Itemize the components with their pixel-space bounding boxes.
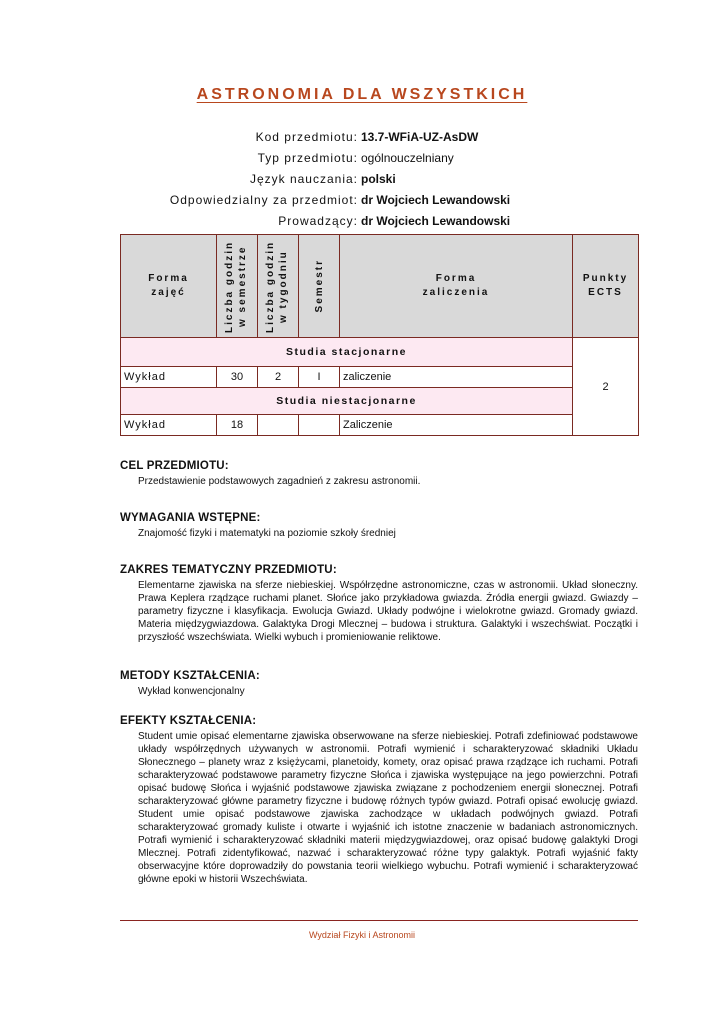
section-text: Wykład konwencjonalny: [138, 686, 245, 697]
meta-row-type: [0, 151, 724, 172]
cell-forma: Wykład: [121, 367, 217, 388]
table-row: [121, 415, 639, 436]
meta-label: Odpowiedzialny za przedmiot:: [169, 193, 358, 207]
course-table: [120, 234, 639, 436]
cell-hours-week: [258, 415, 299, 436]
footer-divider: [120, 920, 638, 921]
section-text: Student umie opisać elementarne zjawiska obserwowane na sferze niebieskiej. Potrafi zdefiniować podstawowe układy współrzędnych używanych w astronomii. Potrafi wymienić i scharakteryzować składniki Układu Słonecznego – planety wraz z księżycami, planetoidy, komety, oraz opisać prawa rządzące ich ruchami. Potrafi scharakteryzować podstawowe parametry fizyczne Słońca i zjawiska występujące na jego powierzchni. Potrafi opisać budowę Słońca i wyjaśnić podstawowe zjawiska związane z pochodzeniem energii słonecznej. Potrafi scharakteryzować główne parametry fizyczne i budowę różnych typów gwiazd. Potrafi opisać ewolucję gwiazd. Student umie opisać podstawowe zjawiska zachodzące w układach podwójnych gwiazd. Potrafi scharakteryzować gromady kuliste i otwarte i wyjaśnić ich istotne znaczenie w badaniach astronomicznych. Potrafi wymienić i scharakteryzować składniki materii międzygwiazdowej, oraz opisać budowę galaktyki Drogi Mlecznej. Potrafi zidentyfikować, nazwać i scharakteryzować różne typy galaktyk. Potrafi wyjaśnić fakty obserwacyjne które doprowadziły do powstania teorii wielkiego wybuchu. Potrafi wymienić i scharakteryzować główne epoki w historii Wszechświata.: [138, 731, 638, 885]
meta-row-code: [0, 130, 724, 151]
header-ects: Punkty ECTS: [573, 235, 639, 338]
document-title: ASTRONOMIA DLA WSZYSTKICH: [196, 86, 528, 103]
section-text: Przedstawienie podstawowych zagadnień z zakresu astronomii.: [138, 476, 421, 487]
meta-value: dr Wojciech Lewandowski: [361, 193, 511, 207]
meta-label: Kod przedmiotu:: [255, 130, 358, 144]
cell-hours-week: 2: [258, 367, 299, 388]
meta-value: ogólnouczelniany: [361, 151, 454, 165]
cell-zaliczenie: zaliczenie: [340, 367, 573, 388]
section-text: Elementarne zjawiska na sferze niebieskiej. Współrzędne astronomiczne, czas w astronomii. Układ słoneczny. Prawa Keplera rządzące ruchami planet. Słońce jako przykładowa gwiazda. Źródła energii gwiazd. Gwiazdy – parametry fizyczne i klasyfikacja. Ewolucja Gwiazd. Układy podwójne i wielokrotne gwiazd. Gromady gwiazd. Materia międzygwiazdowa. Galaktyka Drogi Mlecznej – budowa i struktura. Galaktyki i wszechświat. Początki i przyszłość wszechświata. Wielki wybuch i promieniowanie reliktowe.: [138, 580, 638, 643]
meta-value: 13.7-WFiA-UZ-AsDW: [361, 130, 479, 144]
section-title: WYMAGANIA WSTĘPNE:: [120, 512, 261, 524]
group-row-niestacjonarne: [121, 388, 639, 415]
meta-value: dr Wojciech Lewandowski: [361, 214, 511, 228]
cell-hours-semester: 18: [217, 415, 258, 436]
section-text: Znajomość fizyki i matematyki na poziomie szkoły średniej: [138, 528, 396, 539]
header-zaliczenie: Forma zaliczenia: [340, 235, 573, 338]
course-meta: [0, 130, 724, 235]
group-label: Studia niestacjonarne: [121, 388, 573, 415]
meta-label: Typ przedmiotu:: [257, 151, 358, 165]
section-cel: [120, 460, 638, 488]
section-title: METODY KSZTAŁCENIA:: [120, 670, 260, 682]
cell-semester: I: [299, 367, 340, 388]
header-semester: Semestr: [299, 235, 340, 338]
section-title: EFEKTY KSZTAŁCENIA:: [120, 715, 257, 727]
meta-value: polski: [361, 172, 396, 186]
document-title-block: [0, 86, 724, 104]
meta-label: Język nauczania:: [249, 172, 358, 186]
cell-hours-semester: 30: [217, 367, 258, 388]
section-title: ZAKRES TEMATYCZNY PRZEDMIOTU:: [120, 564, 337, 576]
group-label: Studia stacjonarne: [121, 338, 573, 367]
section-metody: [120, 670, 638, 698]
group-row-stacjonarne: [121, 338, 639, 367]
table-header-row: [121, 235, 639, 338]
header-hours-week: Liczba godzin w tygodniu: [258, 235, 299, 338]
meta-label: Prowadzący:: [278, 214, 358, 228]
header-hours-semester: Liczba godzin w semestrze: [217, 235, 258, 338]
meta-row-lecturer: [0, 214, 724, 235]
header-forma: Forma zajęć: [121, 235, 217, 338]
footer-text: Wydział Fizyki i Astronomii: [309, 930, 415, 940]
section-efekty: [120, 715, 638, 886]
section-wymagania: [120, 512, 638, 540]
cell-forma: Wykład: [121, 415, 217, 436]
cell-zaliczenie: Zaliczenie: [340, 415, 573, 436]
meta-row-language: [0, 172, 724, 193]
meta-row-responsible: [0, 193, 724, 214]
table-row: [121, 367, 639, 388]
ects-value: 2: [573, 338, 639, 436]
cell-semester: [299, 415, 340, 436]
section-title: CEL PRZEDMIOTU:: [120, 460, 229, 472]
section-zakres: [120, 564, 638, 644]
